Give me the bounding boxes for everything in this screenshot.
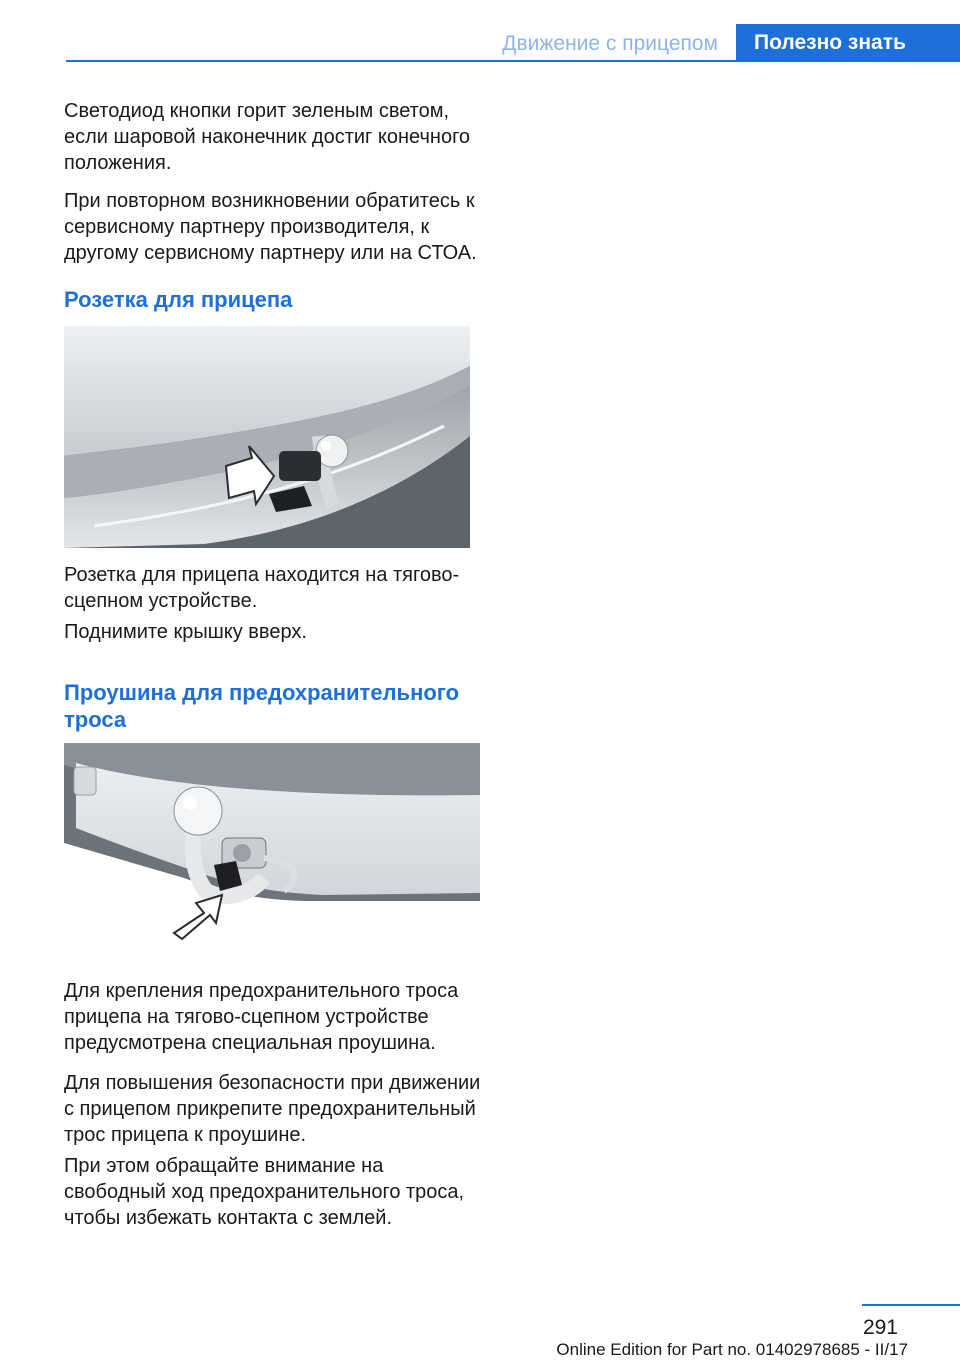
section-tab[interactable]: Движение с прицепом xyxy=(502,32,718,55)
heading-trailer-socket: Розетка для прицепа xyxy=(64,287,293,312)
paragraph-led-status: Светодиод кнопки горит зеленым светом, если шаровой наконечник достиг конечного положения. xyxy=(64,100,471,174)
header-divider xyxy=(66,60,960,62)
footer-divider xyxy=(862,1304,960,1306)
intro-block xyxy=(64,98,484,176)
trailer-socket-illustration xyxy=(64,326,470,548)
page-number: 291 xyxy=(862,1316,898,1339)
paragraph-lift-cover: Поднимите крышку вверх. xyxy=(64,621,307,643)
paragraph-socket-location: Розетка для прицепа находится на тягово-сцепном устройстве. xyxy=(64,564,460,612)
socket-text-block-2 xyxy=(64,619,484,645)
edition-footer: Online Edition for Part no. 01402978685 - II/17 xyxy=(556,1340,908,1359)
socket-heading-block xyxy=(64,286,484,313)
safety-cable-eyelet-illustration xyxy=(64,743,480,943)
safety-cable-eyelet-figure xyxy=(64,743,480,943)
eyelet-heading-block xyxy=(64,679,476,733)
socket-text-block xyxy=(64,562,484,614)
paragraph-cable-clearance: При этом обращайте внимание на свободный ход предохранительного троса, чтобы избежать контакта с землей. xyxy=(64,1155,465,1229)
eyelet-text-block-2 xyxy=(64,1070,484,1148)
active-tab[interactable]: Полезно знать xyxy=(736,24,960,62)
heading-safety-cable-eyelet: Проушина для предохранительного троса xyxy=(64,680,460,732)
paragraph-eyelet-purpose: Для крепления предохранительного троса прицепа на тягово-сцепном устройстве предусмотрена специальная проушина. xyxy=(64,980,459,1054)
eyelet-text-block xyxy=(64,978,484,1056)
trailer-socket-figure xyxy=(64,326,470,548)
intro-block-2 xyxy=(64,188,484,266)
paragraph-attach-cable: Для повышения безопасности при движении с прицепом прикрепите предохранительный трос прицепа к проушине. xyxy=(64,1072,481,1146)
eyelet-text-block-3 xyxy=(64,1153,484,1231)
paragraph-service-contact: При повторном возникновении обратитесь к сервисному партнеру производителя, к другому сервисному партнеру или на СТОА. xyxy=(64,190,477,264)
